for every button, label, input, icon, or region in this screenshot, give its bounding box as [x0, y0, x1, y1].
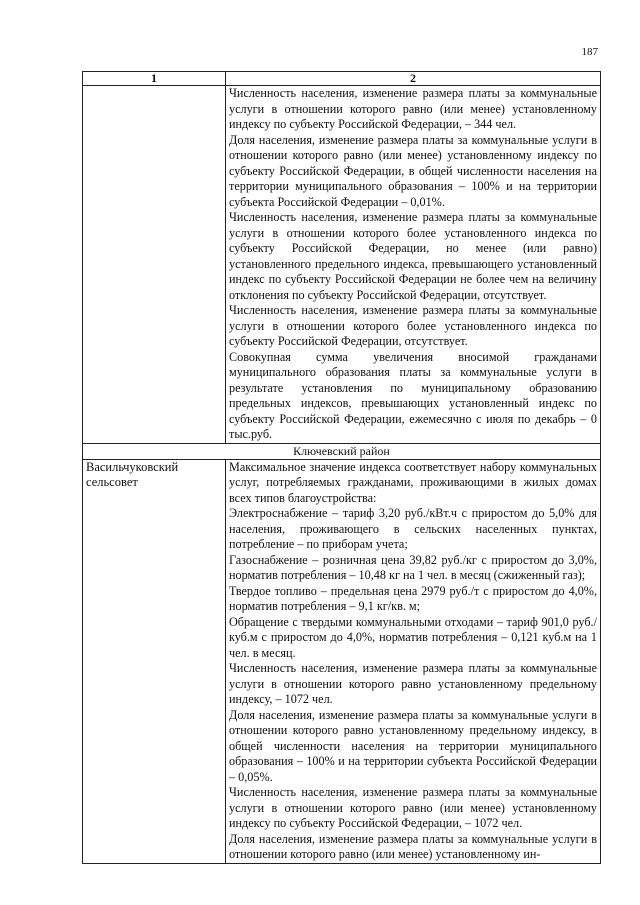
district-row: [83, 443, 601, 459]
paragraph: Доля населения, изменение размера платы за коммунальные услуги в отношении которого равно (или менее) установленному ин-: [229, 831, 597, 861]
paragraph: Численность населения, изменение размера платы за коммунальные услуги в отношении которого более установленного индекса по субъекту Российской Федерации, отсутствует.: [229, 303, 597, 348]
table-header-row: [83, 72, 601, 86]
municipality-name: Васильчуковский сельсовет: [83, 459, 226, 863]
paragraph: Газоснабжение – розничная цена 39,82 руб./кг с приростом до 3,0%, норматив потребления – 10,48 кг на 1 чел. в месяц (сжиженный газ);: [229, 552, 597, 582]
row-label-cell: [83, 86, 226, 444]
paragraph: Доля населения, изменение размера платы за коммунальные услуги в отношении которого равно (или менее) установленному индексу по субъекту Российской Федерации, в общей численности населения на территории муниципального образования – 100% и на территории субъекта Российской Федерации – 0,01%.: [229, 132, 597, 209]
paragraph: Численность населения, изменение размера платы за коммунальные услуги в отношении которого равно установленному предельному индексу, – 1072 чел.: [229, 661, 597, 706]
paragraph: Электроснабжение – тариф 3,20 руб./кВт.ч с приростом до 5,0% для населения, проживающего в сельских населенных пунктах, потребление – по приборам учета;: [229, 506, 597, 551]
row-text-cell: [226, 86, 601, 444]
page-number: 187: [581, 46, 598, 58]
paragraph: Максимальное значение индекса соответствует набору коммунальных услуг, потребляемых гражданами, проживающими в жилых домах всех типов благоустройства:: [229, 459, 597, 505]
table-row: [83, 86, 601, 444]
paragraph: Численность населения, изменение размера платы за коммунальные услуги в отношении которого более установленного индекса по субъекту Российской Федерации, но менее (или равно) установленного предельного индекса, превышающего установленный индекс по субъекту Российской Федерации не более чем на величину отклонения по субъекту Российской Федерации, отсутствует.: [229, 210, 597, 302]
table-row: [83, 459, 601, 863]
district-heading: Ключевский район: [83, 443, 601, 459]
paragraph: Доля населения, изменение размера платы за коммунальные услуги в отношении которого равно установленному предельному индексу, в общей численности населения на территории муниципального образования – 100% и на территории субъекта Российской Федерации – 0,05%.: [229, 707, 597, 784]
data-table: [82, 71, 601, 864]
column-header-1: 1: [83, 72, 226, 86]
paragraph: Численность населения, изменение размера платы за коммунальные услуги в отношении которого равно (или менее) установленному индексу по субъекту Российской Федерации, – 344 чел.: [229, 86, 597, 131]
paragraph: Обращение с твердыми коммунальными отходами – тариф 901,0 руб./куб.м с приростом до 4,0%, норматив потребления – 0,121 куб.м на 1 чел. в месяц.: [229, 614, 597, 660]
row-text-cell: [226, 459, 601, 863]
paragraph: Твердое топливо – предельная цена 2979 руб./т с приростом до 4,0%, норматив потребления – 9,1 кг/кв. м;: [229, 583, 597, 613]
paragraph: Совокупная сумма увеличения вносимой гражданами муниципального образования платы за коммунальные услуги в результате установления по муниципальному образованию предельных индексов, превышающих установленный индекс по субъекту Российской Федерации, ежемесячно с июля по декабрь – 0 тыс.руб.: [229, 349, 597, 441]
column-header-2: 2: [226, 72, 601, 86]
paragraph: Численность населения, изменение размера платы за коммунальные услуги в отношении которого равно (или менее) установленному индексу по субъекту Российской Федерации, – 1072 чел.: [229, 785, 597, 830]
